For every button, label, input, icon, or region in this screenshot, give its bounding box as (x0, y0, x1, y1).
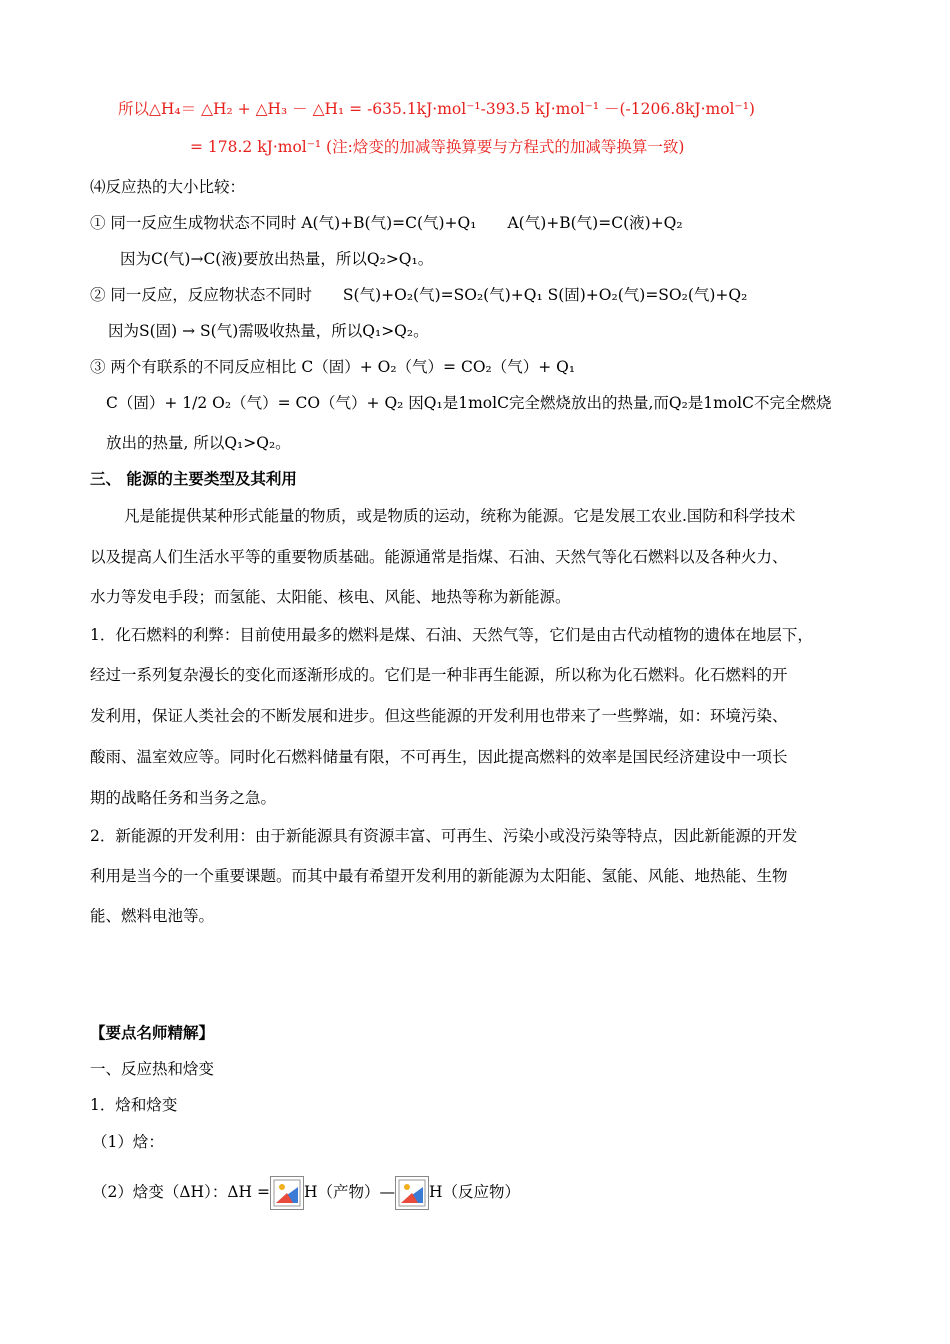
paragraph: 因为S(固) → S(气)需吸收热量，所以Q₁>Q₂。 (108, 322, 429, 340)
paragraph: C（固）+ 1/2 O₂（气）= CO（气）+ Q₂ 因Q₁是1molC完全燃烧放出的热量,而Q₂是1molC不完全燃烧 (106, 394, 832, 412)
paragraph: （1）焓： (92, 1133, 164, 1151)
paragraph: 水力等发电手段；而氢能、太阳能、核电、风能、地热等称为新能源。 (90, 588, 571, 606)
paragraph: 2．新能源的开发利用：由于新能源具有资源丰富、可再生、污染小或没污染等特点，因此新能源的开发 (90, 827, 798, 845)
paragraph: ③ 两个有联系的不同反应相比 C（固）+ O₂（气）= CO₂（气）+ Q₁ (90, 358, 576, 376)
paragraph: 期的战略任务和当务之急。 (90, 789, 277, 807)
broken-image-icon (395, 1176, 429, 1210)
enthalpy-label: （2）焓变（ΔH）：ΔH = (92, 1183, 270, 1201)
enthalpy-change-line (92, 1172, 520, 1212)
paragraph: 因为C(气)→C(液)要放出热量，所以Q₂>Q₁。 (120, 250, 434, 268)
calc-line-2: = 178.2 kJ·mol⁻¹ (注:焓变的加减等换算要与方程式的加减等换算一致) (190, 138, 685, 156)
paragraph: 以及提高人们生活水平等的重要物质基础。能源通常是指煤、石油、天然气等化石燃料以及各种火力、 (90, 548, 788, 566)
paragraph: 经过一系列复杂漫长的变化而逐渐形成的。它们是一种非再生能源，所以称为化石燃料。化石燃料的开 (90, 666, 788, 684)
paragraph: 利用是当今的一个重要课题。而其中最有希望开发利用的新能源为太阳能、氢能、风能、地热能、生物 (90, 867, 788, 885)
section-heading: 一、反应热和焓变 (90, 1060, 215, 1078)
broken-image-icon (270, 1176, 304, 1210)
subsection-heading: 1．焓和焓变 (90, 1096, 178, 1114)
reactant-label: H（反应物） (428, 1183, 521, 1201)
paragraph: ① 同一反应生成物状态不同时 A(气)+B(气)=C(气)+Q₁ A(气)+B(气)=C(液)+Q₂ (90, 214, 683, 232)
paragraph: 酸雨、温室效应等。同时化石燃料储量有限，不可再生，因此提高燃料的效率是国民经济建设中一项长 (90, 748, 788, 766)
paragraph: 凡是能提供某种形式能量的物质，或是物质的运动，统称为能源。它是发展工农业.国防和科学技术 (124, 507, 796, 525)
calc-line-1: 所以△H₄＝ △H₂ + △H₃ － △H₁ = -635.1kJ·mol⁻¹-393.5 kJ·mol⁻¹ －(-1206.8kJ·mol⁻¹) (118, 100, 755, 118)
paragraph: ② 同一反应，反应物状态不同时 S(气)+O₂(气)=SO₂(气)+Q₁ S(固)+O₂(气)=SO₂(气)+Q₂ (90, 286, 748, 304)
paragraph: 放出的热量, 所以Q₁>Q₂。 (106, 434, 291, 452)
section-heading: 【要点名师精解】 (90, 1023, 215, 1042)
paragraph: 1．化石燃料的利弊：目前使用最多的燃料是煤、石油、天然气等，它们是由古代动植物的遗体在地层下， (90, 626, 813, 644)
paragraph: 能、燃料电池等。 (90, 907, 215, 925)
paragraph: 发利用，保证人类社会的不断发展和进步。但这些能源的开发利用也带来了一些弊端，如：环境污染、 (90, 707, 788, 725)
section-heading-4: ⑷反应热的大小比较： (90, 178, 246, 196)
section-heading: 三、 能源的主要类型及其利用 (90, 469, 297, 488)
product-label: H（产物）— (303, 1183, 395, 1201)
